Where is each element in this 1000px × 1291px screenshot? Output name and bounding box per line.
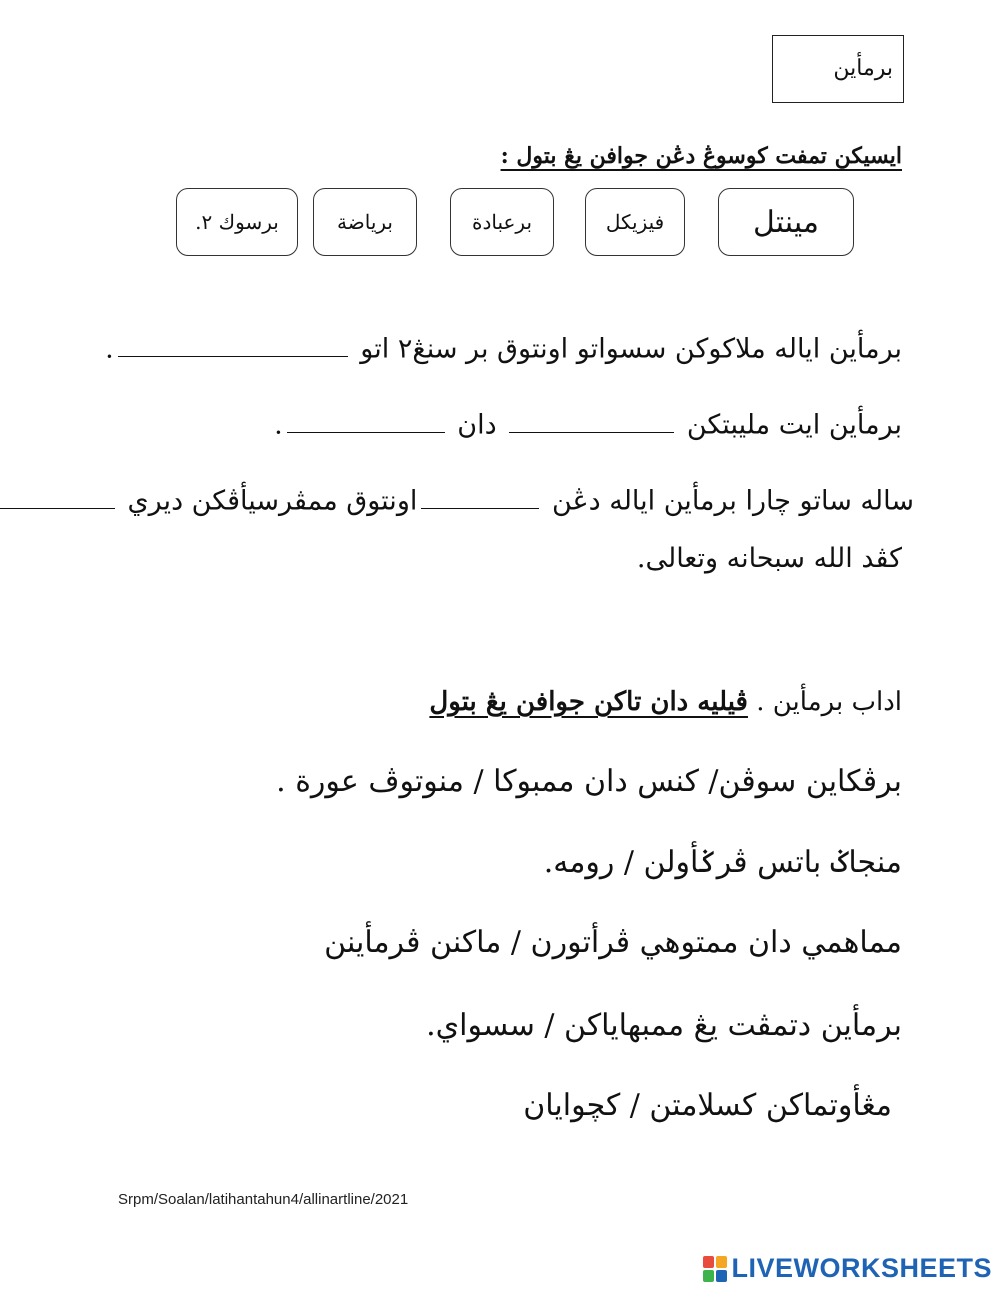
logo-square-4: [716, 1270, 727, 1282]
answer-blank-4[interactable]: [421, 484, 539, 509]
adab-item-5[interactable]: مڠأوتماكن كسلامتن / كچوايان: [523, 1088, 892, 1123]
sentence-3: [0, 484, 914, 516]
adab-heading: [429, 687, 902, 717]
sentence-3-text-b: اونتوق ممڤرسيأڤكن ديري: [127, 485, 418, 517]
sentence-2: [274, 408, 902, 440]
adab-item-2[interactable]: منجاݢ باتس ڤرݢأولن / رومه.: [543, 845, 902, 880]
answer-blank-3[interactable]: [287, 408, 445, 433]
word-box-beriadah[interactable]: برياضة: [313, 188, 417, 256]
adab-item-1[interactable]: برڤكاين سوڤن/ كنس دان ممبوكا / منوتوڤ عورة .: [276, 764, 902, 799]
answer-blank-5[interactable]: [0, 484, 115, 509]
liveworksheets-logo-icon: [703, 1256, 727, 1282]
word-box-berseronok[interactable]: برسوك ٢.: [176, 188, 298, 256]
page-title: برمأين: [833, 56, 893, 81]
word-box-fizikal[interactable]: فيزيكل: [585, 188, 685, 256]
logo-square-3: [703, 1270, 714, 1282]
adab-heading-instruction: ڤيليه دان تاكن جوافن يڠ بتول: [429, 687, 748, 717]
answer-blank-1[interactable]: [118, 332, 348, 357]
source-credit: Srpm/Soalan/latihantahun4/allinartline/2021: [118, 1191, 409, 1208]
sentence-1-text: برمأين اياله ملاكوكن سسواتو اونتوق بر سنڠ٢ اتو: [360, 333, 902, 365]
brand-name: LIVEWORKSHEETS: [731, 1253, 992, 1283]
sentence-2-end: .: [274, 409, 283, 441]
logo-square-2: [716, 1256, 727, 1268]
sentence-3-text-a: ساله ساتو چارا برمأين اياله دڠن: [551, 485, 914, 517]
adab-item-4[interactable]: برمأين دتمڤت يڠ ممبهاياكن / سسواي.: [426, 1008, 902, 1043]
liveworksheets-brand: [703, 1253, 992, 1284]
logo-square-1: [703, 1256, 714, 1268]
word-box-mental[interactable]: مينتل: [718, 188, 854, 256]
word-box-beribadah[interactable]: برعبادة: [450, 188, 554, 256]
sentence-2-text-b: دان: [457, 409, 497, 441]
sentence-2-text-a: برمأين ايت مليبتكن: [686, 409, 902, 441]
instruction-text: ايسيكن تمفت كوسوڠ دڠن جوافن يڠ بتول :: [500, 143, 902, 169]
sentence-1: [105, 332, 902, 364]
adab-heading-prefix: اداب برمأين .: [756, 687, 902, 717]
adab-item-3[interactable]: مماهمي دان ممتوهي ڤرأتورن / ماكنن ڤرمأينن: [324, 925, 902, 960]
title-box: [772, 35, 904, 103]
answer-blank-2[interactable]: [509, 408, 674, 433]
sentence-1-end: .: [105, 333, 114, 365]
sentence-4: كڤد الله سبحانه وتعالى.: [636, 543, 902, 574]
